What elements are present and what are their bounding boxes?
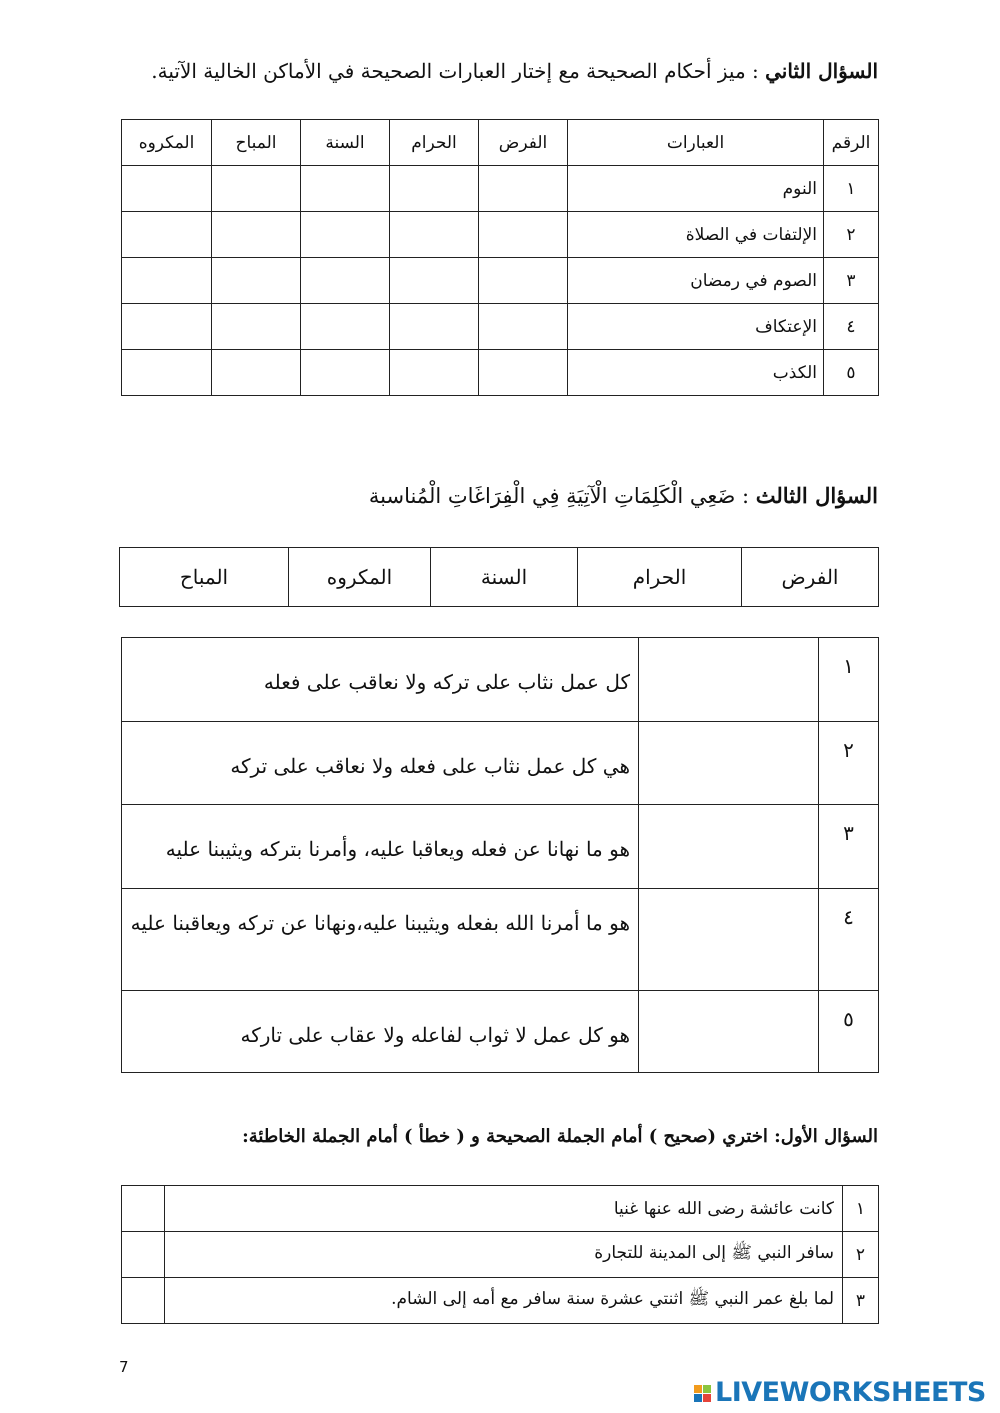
- word-bank-item[interactable]: المباح: [120, 548, 289, 607]
- table-row: [122, 722, 879, 805]
- row-number: ١: [819, 638, 879, 722]
- statement: هو ما نهانا عن فعله ويعاقبا عليه، وأمرنا بتركه ويثيبنا عليه: [122, 805, 639, 889]
- page-number: 7: [119, 1358, 129, 1376]
- table-row: [122, 889, 879, 991]
- table-row: [122, 805, 879, 889]
- q2-heading: السؤال الثاني : ميز أحكام الصحيحة مع إختار العبارات الصحيحة في الأماكن الخالية الآتية.: [151, 59, 878, 83]
- logo-square: [703, 1394, 711, 1402]
- word-bank: [119, 547, 879, 607]
- table-row: [122, 166, 879, 212]
- answer-cell-haram[interactable]: [390, 212, 479, 258]
- answer-cell-makruh[interactable]: [122, 304, 212, 350]
- q2-header-cell: الحرام: [390, 120, 479, 166]
- answer-cell-haram[interactable]: [390, 350, 479, 396]
- table-row: [122, 258, 879, 304]
- row-number: ١: [824, 166, 879, 212]
- answer-cell-mubah[interactable]: [212, 304, 301, 350]
- q3-table: [121, 637, 879, 1073]
- row-number: ٢: [824, 212, 879, 258]
- statement: النوم: [568, 166, 824, 212]
- q2-header-cell: العبارات: [568, 120, 824, 166]
- word-bank-item[interactable]: المكروه: [289, 548, 431, 607]
- row-number: ٣: [824, 258, 879, 304]
- answer-cell-fard[interactable]: [479, 350, 568, 396]
- row-number: ٤: [824, 304, 879, 350]
- answer-blank[interactable]: [639, 722, 819, 805]
- q2-header-cell: السنة: [301, 120, 390, 166]
- q2-header-cell: الفرض: [479, 120, 568, 166]
- statement: الصوم في رمضان: [568, 258, 824, 304]
- q2-header-cell: الرقم: [824, 120, 879, 166]
- answer-cell-makruh[interactable]: [122, 166, 212, 212]
- brand-name: LIVEWORKSHEETS: [715, 1377, 986, 1408]
- table-row: [122, 1232, 879, 1278]
- answer-blank[interactable]: [639, 889, 819, 991]
- statement: سافر النبي ﷺ إلى المدينة للتجارة: [165, 1232, 843, 1278]
- answer-cell-fard[interactable]: [479, 304, 568, 350]
- answer-box[interactable]: [122, 1232, 165, 1278]
- answer-blank[interactable]: [639, 805, 819, 889]
- answer-cell-mubah[interactable]: [212, 212, 301, 258]
- answer-cell-fard[interactable]: [479, 212, 568, 258]
- word-bank-item[interactable]: الفرض: [742, 548, 879, 607]
- answer-blank[interactable]: [639, 991, 819, 1073]
- answer-cell-fard[interactable]: [479, 258, 568, 304]
- row-number: ٤: [819, 889, 879, 991]
- answer-cell-sunna[interactable]: [301, 350, 390, 396]
- liveworksheets-logo: [694, 1378, 986, 1408]
- answer-cell-sunna[interactable]: [301, 304, 390, 350]
- q1-table: [121, 1185, 879, 1324]
- q3-label: السؤال الثالث: [755, 483, 878, 508]
- table-row: [122, 350, 879, 396]
- statement: كانت عائشة رضى الله عنها غنيا: [165, 1186, 843, 1232]
- q3-heading: السؤال الثالث : ضَعِي الْكَلِمَاتِ الْآتِيَةِ فِي الْفِرَاغَاتِ الْمُناسبة: [368, 483, 878, 508]
- q2-instruction: ميز أحكام الصحيحة مع إختار العبارات الصحيحة في الأماكن الخالية الآتية.: [151, 59, 746, 83]
- statement: الكذب: [568, 350, 824, 396]
- q2-header-cell: المكروه: [122, 120, 212, 166]
- statement: الإلتفات في الصلاة: [568, 212, 824, 258]
- table-row: [122, 991, 879, 1073]
- row-number: ٢: [843, 1232, 879, 1278]
- answer-cell-sunna[interactable]: [301, 166, 390, 212]
- answer-cell-fard[interactable]: [479, 166, 568, 212]
- answer-cell-mubah[interactable]: [212, 166, 301, 212]
- logo-square: [694, 1394, 702, 1402]
- answer-cell-makruh[interactable]: [122, 212, 212, 258]
- logo-mark-icon: [694, 1385, 711, 1402]
- q2-label: السؤال الثاني: [765, 59, 878, 83]
- table-row: [122, 638, 879, 722]
- answer-cell-makruh[interactable]: [122, 258, 212, 304]
- answer-cell-haram[interactable]: [390, 304, 479, 350]
- row-number: ٣: [819, 805, 879, 889]
- answer-box[interactable]: [122, 1278, 165, 1324]
- word-bank-item[interactable]: السنة: [431, 548, 578, 607]
- answer-cell-haram[interactable]: [390, 166, 479, 212]
- q2-table: [121, 119, 879, 396]
- logo-square: [694, 1385, 702, 1393]
- answer-cell-sunna[interactable]: [301, 258, 390, 304]
- statement: لما بلغ عمر النبي ﷺ اثنتي عشرة سنة سافر مع أمه إلى الشام.: [165, 1278, 843, 1324]
- row-number: ٢: [819, 722, 879, 805]
- statement: كل عمل نثاب على تركه ولا نعاقب على فعله: [122, 638, 639, 722]
- answer-cell-sunna[interactable]: [301, 212, 390, 258]
- answer-cell-mubah[interactable]: [212, 350, 301, 396]
- q1-heading: السؤال الأول: اختري (صحيح ) أمام الجملة الصحيحة و ( خطأ ) أمام الجملة الخاطئة:: [242, 1126, 878, 1147]
- q2-header-row: [122, 120, 879, 166]
- answer-box[interactable]: [122, 1186, 165, 1232]
- logo-square: [703, 1385, 711, 1393]
- row-number: ٥: [824, 350, 879, 396]
- answer-cell-makruh[interactable]: [122, 350, 212, 396]
- answer-blank[interactable]: [639, 638, 819, 722]
- table-row: [122, 212, 879, 258]
- statement: هو ما أمرنا الله بفعله ويثيبنا عليه،ونهانا عن تركه ويعاقبنا عليه: [122, 889, 639, 991]
- q3-instruction: ضَعِي الْكَلِمَاتِ الْآتِيَةِ فِي الْفِرَاغَاتِ الْمُناسبة: [368, 484, 736, 508]
- answer-cell-haram[interactable]: [390, 258, 479, 304]
- row-number: ٥: [819, 991, 879, 1073]
- table-row: [122, 304, 879, 350]
- table-row: [122, 1278, 879, 1324]
- answer-cell-mubah[interactable]: [212, 258, 301, 304]
- row-number: ٣: [843, 1278, 879, 1324]
- statement: الإعتكاف: [568, 304, 824, 350]
- word-bank-item[interactable]: الحرام: [578, 548, 742, 607]
- q2-header-cell: المباح: [212, 120, 301, 166]
- statement: هو كل عمل لا ثواب لفاعله ولا عقاب على تاركه: [122, 991, 639, 1073]
- statement: هي كل عمل نثاب على فعله ولا نعاقب على تركه: [122, 722, 639, 805]
- row-number: ١: [843, 1186, 879, 1232]
- table-row: [122, 1186, 879, 1232]
